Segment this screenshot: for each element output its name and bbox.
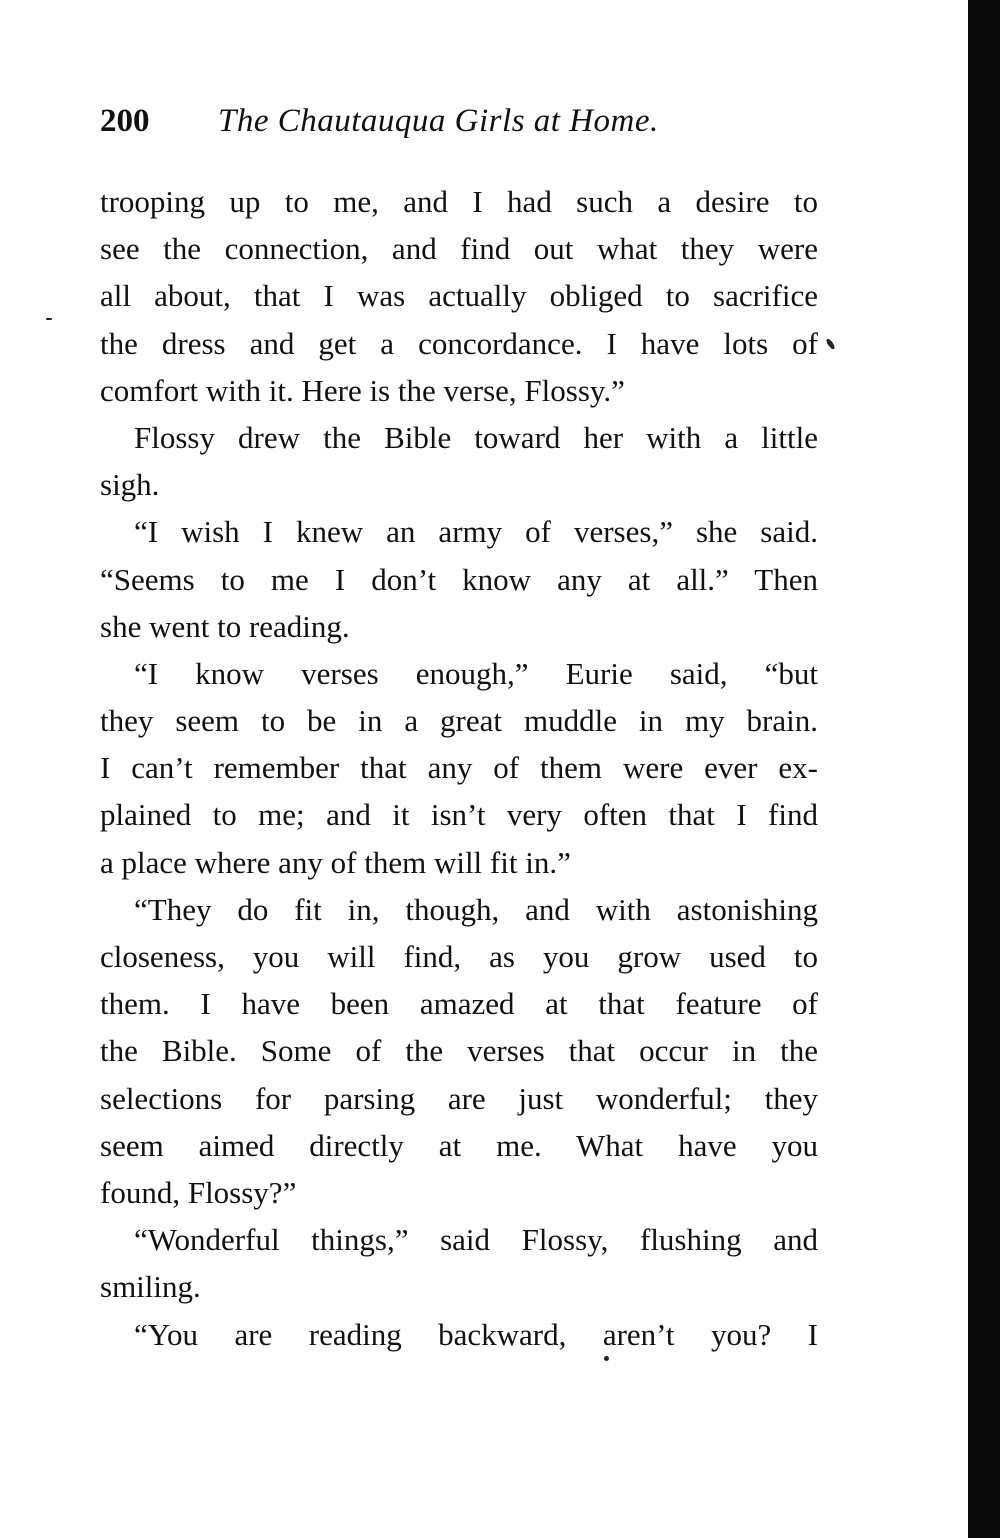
text-line: the Bible. Some of the verses that occur in the xyxy=(100,1033,818,1069)
scan-speck xyxy=(46,318,52,320)
text-line: trooping up to me, and I had such a desire to xyxy=(100,184,818,219)
text-line: “Seems to me I don’t know any at all.” Then xyxy=(100,561,818,597)
text-line: smiling. xyxy=(100,1269,201,1305)
text-line: “They do fit in, though, and with astonishing xyxy=(134,891,818,927)
scan-speck xyxy=(604,1356,609,1361)
text-line: see the connection, and find out what they were xyxy=(100,231,818,267)
text-line: Flossy drew the Bible toward her with a little xyxy=(134,419,818,455)
text-line: all about, that I was actually obliged to sacrifice xyxy=(100,278,818,314)
text-line: found, Flossy?” xyxy=(100,1174,297,1210)
page-header xyxy=(100,96,820,146)
text-line: “I wish I knew an army of verses,” she said. xyxy=(134,514,818,550)
text-line: they seem to be in a great muddle in my brain. xyxy=(100,703,818,739)
body-text xyxy=(100,178,818,1358)
text-line: selections for parsing are just wonderful; they xyxy=(100,1080,818,1116)
text-line: “Wonderful things,” said Flossy, flushing and xyxy=(134,1222,818,1258)
text-line: plained to me; and it isn’t very often that I find xyxy=(100,797,818,833)
text-line: comfort with it. Here is the verse, Flossy.” xyxy=(100,372,625,408)
scan-binding-edge xyxy=(968,0,1000,1538)
scan-speck xyxy=(825,338,836,351)
text-line: seem aimed directly at me. What have you xyxy=(100,1127,818,1163)
text-line: the dress and get a concordance. I have lots of xyxy=(100,325,818,361)
text-line: a place where any of them will fit in.” xyxy=(100,844,571,880)
text-line: I can’t remember that any of them were ever ex- xyxy=(100,750,818,786)
text-line: “You are reading backward, aren’t you? I xyxy=(134,1316,818,1352)
text-line: closeness, you will find, as you grow used to xyxy=(100,939,818,974)
text-line: she went to reading. xyxy=(100,608,350,644)
text-line: “I know verses enough,” Eurie said, “but xyxy=(134,655,818,691)
page-number: 200 xyxy=(100,103,150,139)
running-title: The Chautauqua Girls at Home. xyxy=(218,103,659,139)
text-line: them. I have been amazed at that feature of xyxy=(100,986,818,1022)
text-line: sigh. xyxy=(100,467,160,503)
